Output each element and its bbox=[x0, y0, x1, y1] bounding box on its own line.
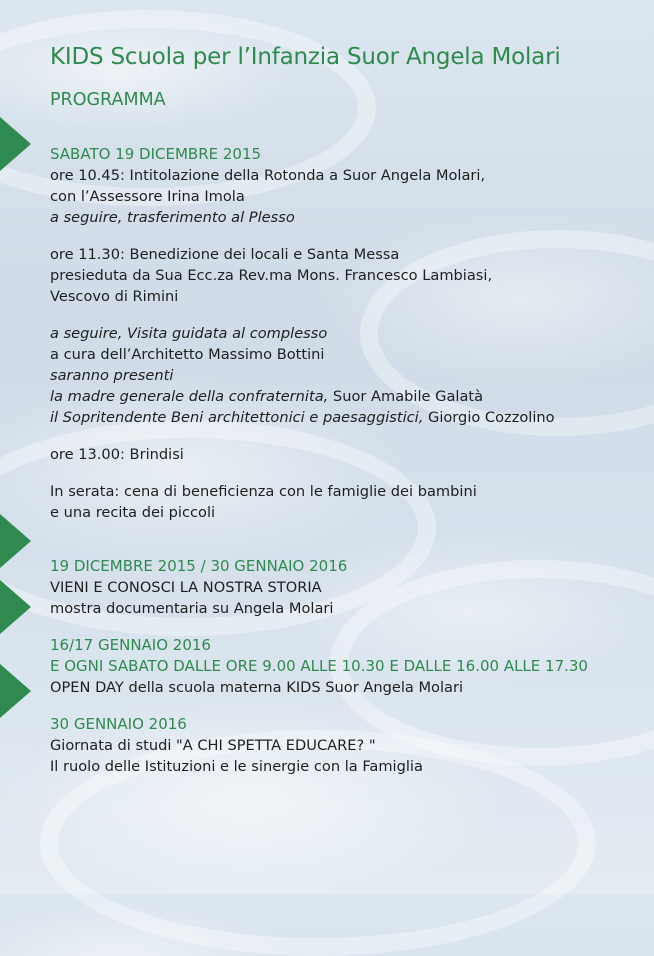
event-line: presieduta da Sua Ecc.za Rev.ma Mons. Francesco Lambiasi, bbox=[50, 267, 493, 284]
event-line: a seguire, trasferimento al Plesso bbox=[50, 209, 295, 226]
event-line-italic: il Sopritendente Beni architettonici e paesaggistici, bbox=[50, 409, 424, 426]
section-exhibition bbox=[50, 556, 640, 619]
event-line: a seguire, Visita guidata al complesso bbox=[50, 325, 328, 342]
event-line: ore 11.30: Benedizione dei locali e Santa Messa bbox=[50, 246, 400, 263]
event-line-rest: Suor Amabile Galatà bbox=[328, 388, 484, 405]
section-marker-2 bbox=[0, 514, 31, 568]
event-line: mostra documentaria su Angela Molari bbox=[50, 600, 334, 617]
event-line: ore 13.00: Brindisi bbox=[50, 446, 184, 463]
section-marker-3 bbox=[0, 580, 31, 634]
event-line-italic: la madre generale della confraternita, bbox=[50, 388, 329, 405]
event-line: con l’Assessore Irina Imola bbox=[50, 188, 245, 205]
program-content bbox=[50, 144, 640, 777]
section-open-day bbox=[50, 635, 640, 698]
event-line bbox=[50, 407, 640, 428]
event-line: OPEN DAY della scuola materna KIDS Suor Angela Molari bbox=[50, 679, 464, 696]
event-line: Giornata di studi "A CHI SPETTA EDUCARE? " bbox=[50, 737, 376, 754]
section-date: 19 DICEMBRE 2015 / 30 GENNAIO 2016 bbox=[50, 557, 348, 575]
event-line: ore 10.45: Intitolazione della Rotonda a Suor Angela Molari, bbox=[50, 167, 486, 184]
page-title: KIDS Scuola per l’Infanzia Suor Angela Molari bbox=[50, 44, 561, 70]
event-line: Vescovo di Rimini bbox=[50, 288, 179, 305]
section-marker-4 bbox=[0, 664, 31, 718]
section-date: E OGNI SABATO DALLE ORE 9.00 ALLE 10.30 E DALLE 16.00 ALLE 17.30 bbox=[50, 657, 588, 675]
section-december-19 bbox=[50, 144, 640, 523]
section-marker-1 bbox=[0, 117, 31, 171]
event-line-rest: Giorgio Cozzolino bbox=[423, 409, 555, 426]
event-line: VIENI E CONOSCI LA NOSTRA STORIA bbox=[50, 579, 322, 596]
event-line: Il ruolo delle Istituzioni e le sinergie con la Famiglia bbox=[50, 758, 423, 775]
event-line: In serata: cena di beneficienza con le famiglie dei bambini bbox=[50, 483, 477, 500]
section-date: SABATO 19 DICEMBRE 2015 bbox=[50, 145, 262, 163]
event-line: saranno presenti bbox=[50, 367, 174, 384]
event-line: e una recita dei piccoli bbox=[50, 504, 216, 521]
event-line: a cura dell’Architetto Massimo Bottini bbox=[50, 346, 325, 363]
section-study-day bbox=[50, 714, 640, 777]
page-subtitle: PROGRAMMA bbox=[50, 90, 166, 110]
section-date: 16/17 GENNAIO 2016 bbox=[50, 636, 211, 654]
event-line bbox=[50, 386, 640, 407]
section-date: 30 GENNAIO 2016 bbox=[50, 715, 187, 733]
